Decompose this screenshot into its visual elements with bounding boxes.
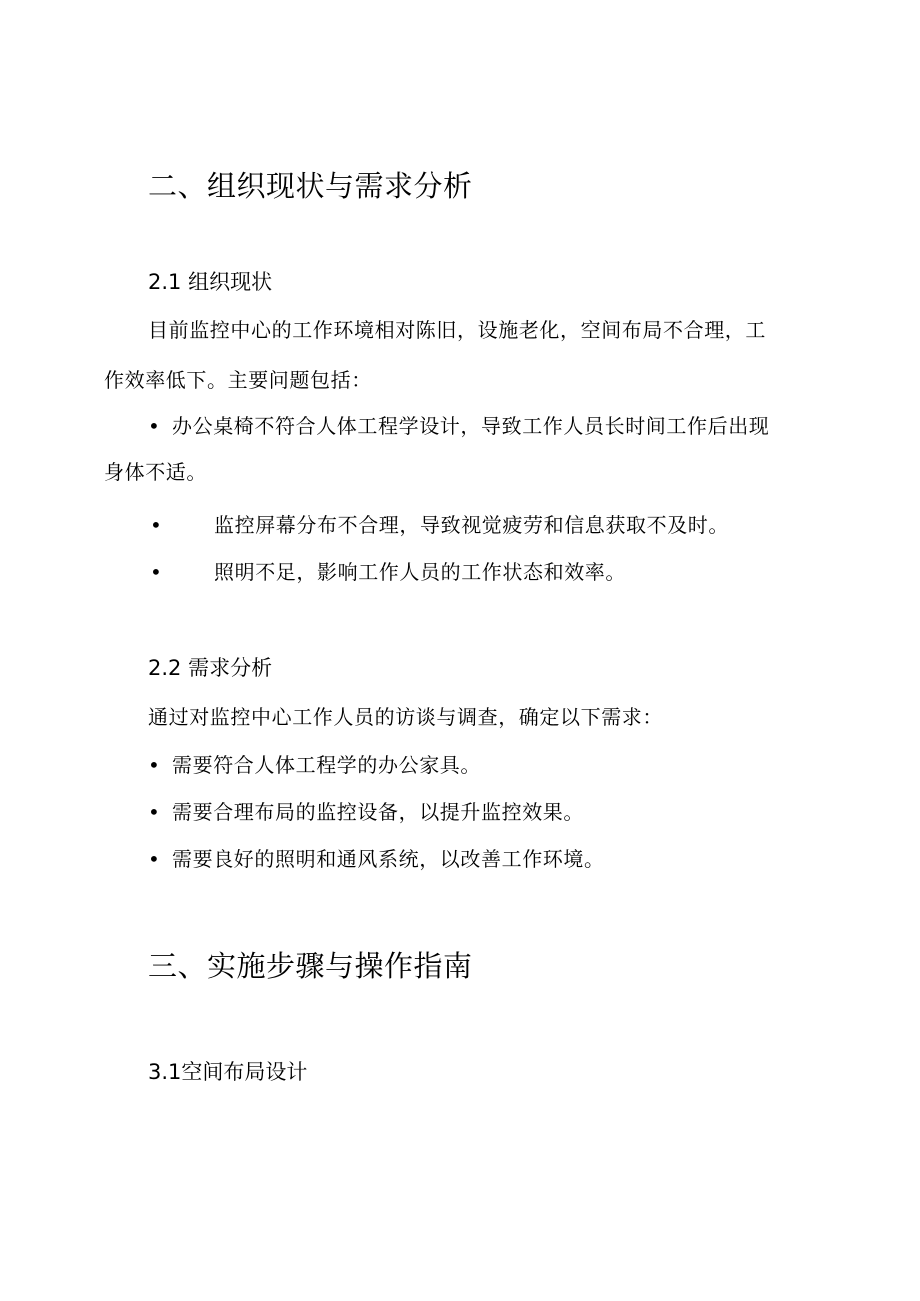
problem-item-2: 监控屏幕分布不合理，导致视觉疲劳和信息获取不及时。: [214, 513, 729, 537]
requirement-item-3: 需要良好的照明和通风系统，以改善工作环境。: [172, 847, 605, 871]
subsection-2-1-heading: 2.1 组织现状: [148, 270, 273, 294]
subsection-2-2-heading: 2.2 需求分析: [148, 656, 273, 680]
bullet-marker: •: [148, 800, 160, 824]
subsection-2-2-intro: 通过对监控中心工作人员的访谈与调查，确定以下需求：: [148, 705, 663, 729]
problem-item-1-line1: 办公桌椅不符合人体工程学设计，导致工作人员长时间工作后出现: [172, 414, 770, 438]
subsection-3-1-heading: 3.1空间布局设计: [148, 1060, 308, 1084]
requirement-item-1: 需要符合人体工程学的办公家具。: [172, 753, 481, 777]
problem-item-1-line2: 身体不适。: [104, 460, 207, 484]
bullet-marker: •: [150, 560, 162, 584]
requirement-item-2: 需要合理布局的监控设备，以提升监控效果。: [172, 800, 584, 824]
bullet-marker: •: [150, 513, 162, 537]
bullet-marker: •: [148, 847, 160, 871]
problem-item-3: 照明不足，影响工作人员的工作状态和效率。: [214, 560, 626, 584]
subsection-2-1-intro-line2: 作效率低下。主要问题包括：: [104, 368, 372, 392]
section-3-heading: 三、实施步骤与操作指南: [148, 949, 473, 983]
subsection-2-1-intro-line1: 目前监控中心的工作环境相对陈旧，设施老化，空间布局不合理，工: [148, 318, 766, 342]
bullet-marker: •: [148, 753, 160, 777]
bullet-marker: •: [148, 414, 160, 438]
section-2-heading: 二、组织现状与需求分析: [148, 169, 473, 203]
